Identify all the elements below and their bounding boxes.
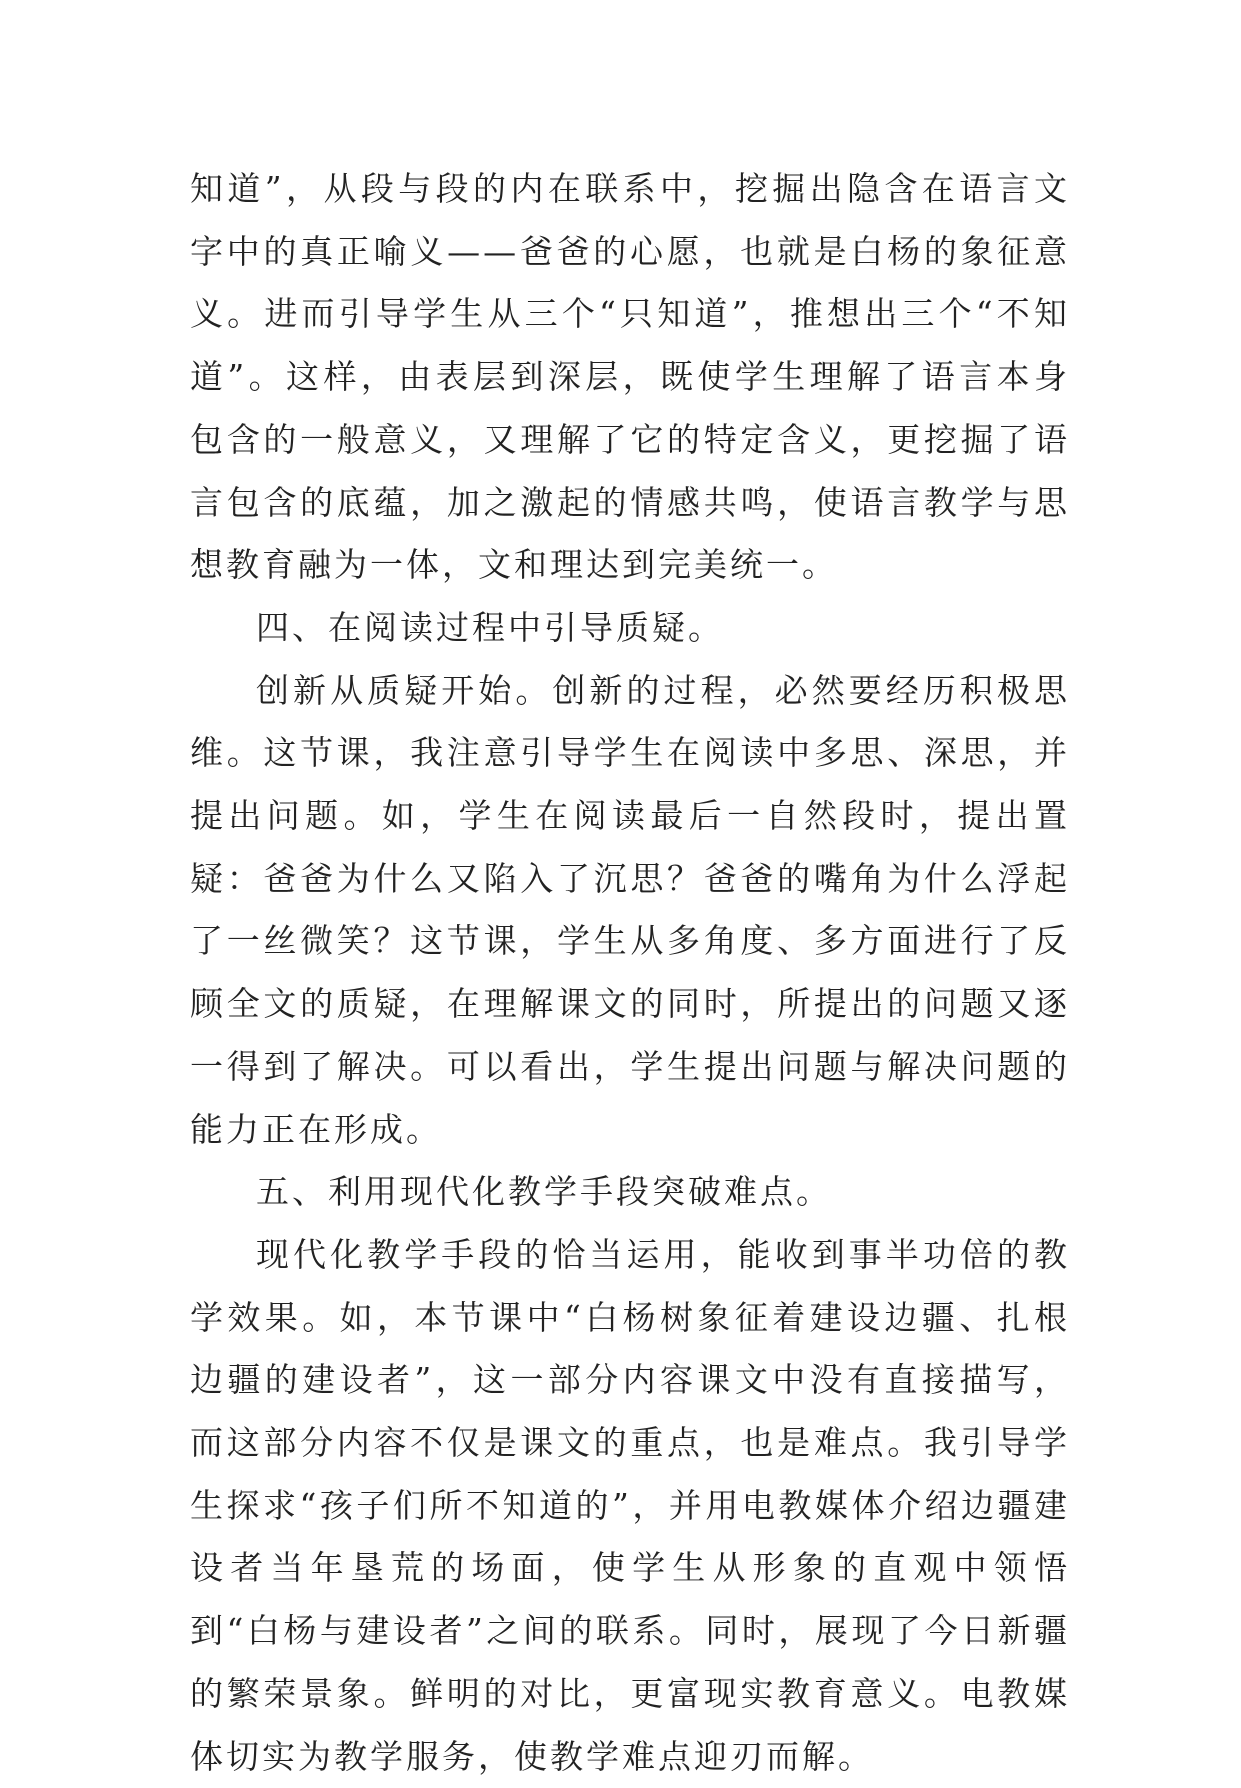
document-body (190, 158, 1070, 1788)
section-heading-five: 五、利用现代化教学手段突破难点。 (256, 1172, 832, 1212)
paragraph-continuation: 知道”，从段与段的内在联系中，挖掘出隐含在语言文字中的真正喻义——爸爸的心愿，也就是白杨的象征意义。进而引导学生从三个“只知道”，推想出三个“不知道”。这样，由表层到深层，既使学生理解了语言本身包含的一般意义，又理解了它的特定含义，更挖掘了语言包含的底蕴，加之激起的情感共鸣，使语言教学与思想教育融为一体，文和理达到完美统一。 (190, 169, 1070, 585)
paragraph-questioning: 创新从质疑开始。创新的过程，必然要经历积极思维。这节课，我注意引导学生在阅读中多思、深思，并提出问题。如，学生在阅读最后一自然段时，提出置疑：爸爸为什么又陷入了沉思？爸爸的嘴角为什么浮起了一丝微笑？这节课，学生从多角度、多方面进行了反顾全文的质疑，在理解课文的同时，所提出的问题又逐一得到了解决。可以看出，学生提出问题与解决问题的能力正在形成。 (190, 670, 1070, 1149)
paragraph-modern-teaching: 现代化教学手段的恰当运用，能收到事半功倍的教学效果。如，本节课中“白杨树象征着建设边疆、扎根边疆的建设者”，这一部分内容课文中没有直接描写，而这部分内容不仅是课文的重点，也是难点。我引导学生探求“孩子们所不知道的”，并用电教媒体介绍边疆建设者当年垦荒的场面，使学生从形象的直观中领悟到“白杨与建设者”之间的联系。同时，展现了今日新疆的繁荣景象。鲜明的对比，更富现实教育意义。电教媒体切实为教学服务，使教学难点迎刃而解。 (190, 1234, 1070, 1776)
section-heading-four: 四、在阅读过程中引导质疑。 (256, 607, 724, 647)
